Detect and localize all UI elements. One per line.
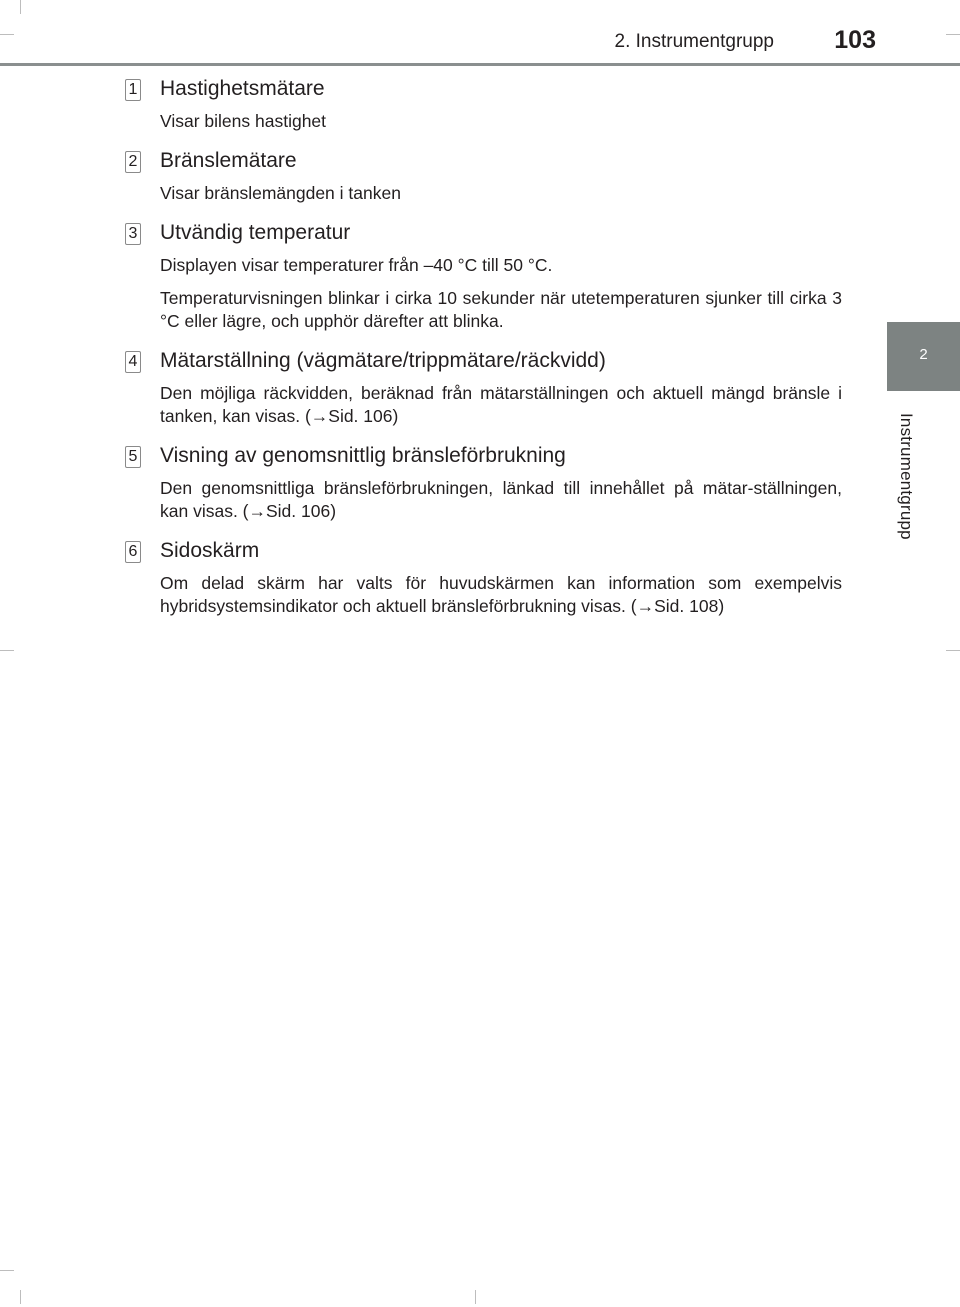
item-description: Temperaturvisningen blinkar i cirka 10 sekunder när utetemperaturen sjunker till cirka 3 °C eller lägre, och upphör därefter att blinka. bbox=[160, 288, 842, 331]
item-description: Displayen visar temperaturer från –40 °C till 50 °C. bbox=[160, 255, 553, 275]
item-title: Utvändig temperatur bbox=[160, 221, 351, 244]
item-description: Visar bilens hastighet bbox=[160, 111, 327, 131]
item-description: Den möjliga räckvidden, beräknad från mätarställningen och aktuell mängd bränsle i tanken, kan visas. (→Sid. 106) bbox=[160, 383, 842, 426]
item-title: Hastighetsmätare bbox=[160, 77, 325, 100]
item-number-badge: 1 bbox=[125, 79, 141, 101]
item-title: Sidoskärm bbox=[160, 539, 260, 562]
crop-mark bbox=[475, 1290, 476, 1304]
crop-mark bbox=[0, 650, 14, 651]
item-list bbox=[122, 74, 842, 631]
item-number-badge: 4 bbox=[125, 351, 141, 373]
item-title: Mätarställning (vägmätare/trippmätare/räckvidd) bbox=[160, 349, 606, 372]
crop-mark bbox=[0, 1270, 14, 1271]
item-side-display bbox=[122, 536, 842, 618]
item-number-badge: 5 bbox=[125, 446, 141, 468]
item-odometer bbox=[122, 346, 842, 428]
item-title: Bränslemätare bbox=[160, 149, 297, 172]
item-description: Den genomsnittliga bränsleförbrukningen, länkad till innehållet på mätar-ställningen, kan visas. (→Sid. 106) bbox=[160, 478, 842, 521]
chapter-tab bbox=[887, 322, 960, 391]
chapter-label: Instrumentgrupp bbox=[897, 413, 916, 540]
item-number-badge: 6 bbox=[125, 541, 141, 563]
item-fuel-gauge bbox=[122, 146, 842, 205]
item-description: Visar bränslemängden i tanken bbox=[160, 183, 401, 203]
header-rule bbox=[0, 63, 960, 66]
page-header bbox=[0, 0, 960, 70]
page-number: 103 bbox=[834, 26, 876, 54]
crop-mark bbox=[20, 1290, 21, 1304]
item-title: Visning av genomsnittlig bränsleförbrukning bbox=[160, 444, 566, 467]
crop-mark bbox=[946, 650, 960, 651]
item-speedometer bbox=[122, 74, 842, 133]
item-average-fuel-consumption bbox=[122, 441, 842, 523]
item-number-badge: 2 bbox=[125, 151, 141, 173]
item-outside-temperature bbox=[122, 218, 842, 333]
chapter-number: 2 bbox=[919, 346, 928, 363]
item-number-badge: 3 bbox=[125, 223, 141, 245]
section-title: 2. Instrumentgrupp bbox=[614, 31, 774, 52]
item-description: Om delad skärm har valts för huvudskärmen kan information som exempelvis hybridsystemsindikator och aktuell bränsleförbrukning visas. (→Sid. 108) bbox=[160, 573, 842, 616]
